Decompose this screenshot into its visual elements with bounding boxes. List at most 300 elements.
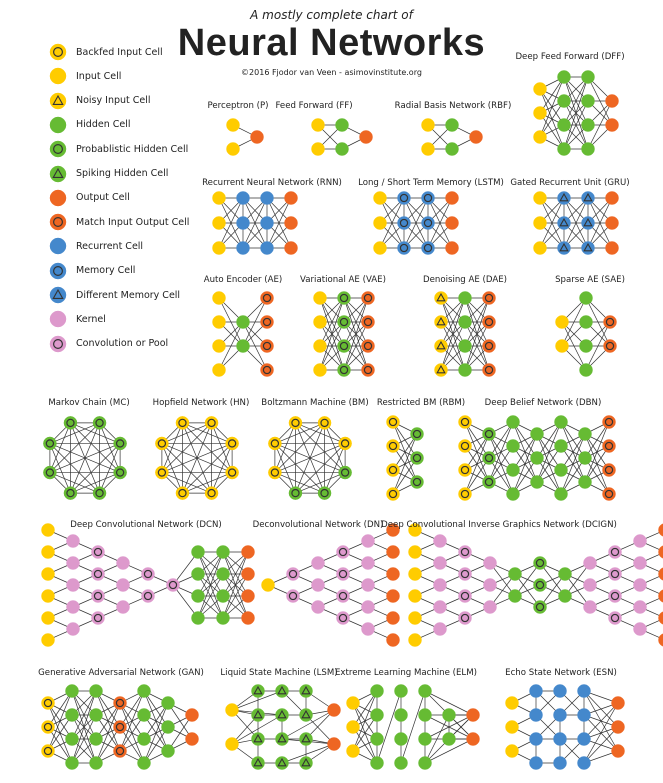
probabilistic-hidden-cell — [338, 364, 351, 377]
noisy-input-cell — [435, 316, 448, 329]
kernel-cell — [67, 579, 80, 592]
network-title-dcn: Deep Convolutional Network (DCN) — [70, 520, 222, 530]
hidden-cell — [582, 71, 595, 84]
network-title-rnn: Recurrent Neural Network (RNN) — [202, 178, 342, 188]
chart-credit: ©2016 Fjodor van Veen - asimovinstitute.org — [241, 68, 422, 77]
probabilistic-hidden-cell — [339, 466, 352, 479]
match-io-cell — [114, 697, 127, 710]
convolution-cell — [609, 590, 622, 603]
hidden-cell — [531, 476, 544, 489]
input-cell — [422, 119, 435, 132]
backfed-input-cell — [205, 487, 218, 500]
connection — [162, 423, 212, 473]
connection — [70, 423, 120, 473]
kernel-cell — [484, 601, 497, 614]
backfed-input-cell — [387, 440, 400, 453]
hidden-cell — [217, 568, 230, 581]
convolution-cell — [287, 568, 300, 581]
spiking-hidden-cell — [252, 685, 265, 698]
hidden-cell — [558, 95, 571, 108]
hidden-cell — [217, 590, 230, 603]
hidden-cell — [192, 590, 205, 603]
hidden-cell — [336, 119, 349, 132]
hidden-cell — [66, 733, 79, 746]
output-cell — [606, 95, 619, 108]
input-cell — [314, 340, 327, 353]
output-cell — [242, 612, 255, 625]
input-cell — [374, 217, 387, 230]
legend-label: Kernel — [76, 313, 106, 325]
spiking-hidden-cell — [276, 757, 289, 770]
recurrent-cell — [530, 685, 543, 698]
output-cell — [659, 546, 663, 559]
backfed-input-cell — [176, 416, 189, 429]
probabilistic-hidden-cell — [289, 487, 302, 500]
match-io-cell — [483, 292, 496, 305]
spiking-hidden-cell — [252, 709, 265, 722]
recurrent-cell — [261, 192, 274, 205]
hidden-cell — [582, 143, 595, 156]
input-cell — [213, 364, 226, 377]
output-cell — [606, 217, 619, 230]
memory-cell — [422, 242, 435, 255]
input-cell — [409, 590, 422, 603]
hidden-cell — [558, 143, 571, 156]
output-cell — [606, 119, 619, 132]
convolution-cell — [337, 590, 350, 603]
hidden-cell — [443, 709, 456, 722]
legend-label: Memory Cell — [76, 265, 136, 277]
input-cell — [42, 568, 55, 581]
match-io-cell — [483, 364, 496, 377]
kernel-cell — [634, 579, 647, 592]
match-io-cell — [603, 416, 616, 429]
probabilistic-hidden-cell — [93, 487, 106, 500]
hidden-cell — [531, 452, 544, 465]
match-io-cell — [362, 340, 375, 353]
network-title-gan: Generative Adversarial Network (GAN) — [38, 668, 204, 678]
kernel-cell — [634, 601, 647, 614]
backfed-input-cell — [459, 440, 472, 453]
input-cell — [534, 192, 547, 205]
kernel-cell — [484, 579, 497, 592]
hidden-cell — [580, 316, 593, 329]
convolution-cell — [459, 568, 472, 581]
output-cell — [242, 568, 255, 581]
input-cell — [314, 292, 327, 305]
kernel-cell — [312, 579, 325, 592]
output-cell — [659, 590, 663, 603]
hidden-cell — [446, 143, 459, 156]
output-cell — [446, 192, 459, 205]
network-title-hn: Hopfield Network (HN) — [152, 398, 250, 408]
network-title-dae: Denoising AE (DAE) — [422, 275, 508, 285]
input-cell — [506, 697, 519, 710]
backfed-input-cell — [42, 745, 55, 758]
connection — [70, 443, 120, 493]
probabilistic-hidden-cell — [338, 340, 351, 353]
input-cell — [534, 131, 547, 144]
connection — [377, 691, 401, 763]
kernel-cell — [634, 623, 647, 636]
hidden-cell — [162, 745, 175, 758]
output-cell — [467, 709, 480, 722]
legend-label: Probablistic Hidden Cell — [76, 143, 189, 155]
hidden-cell — [192, 612, 205, 625]
hidden-cell — [579, 476, 592, 489]
hidden-cell — [138, 709, 151, 722]
backfed-input-cell — [387, 464, 400, 477]
hidden-cell — [90, 685, 103, 698]
kernel-cell — [434, 579, 447, 592]
probabilistic-hidden-cell — [483, 428, 496, 441]
legend-label: Different Memory Cell — [76, 289, 181, 301]
input-cell — [213, 242, 226, 255]
legend-label: Backfed Input Cell — [76, 46, 163, 58]
hidden-cell — [419, 757, 432, 770]
probabilistic-hidden-cell — [483, 452, 496, 465]
output-cell — [659, 634, 663, 647]
hidden-cell — [582, 119, 595, 132]
legend-label: Noisy Input Cell — [76, 95, 151, 107]
input-cell — [409, 546, 422, 559]
recurrent-cell — [237, 192, 250, 205]
output-cell — [186, 709, 199, 722]
output-cell — [387, 590, 400, 603]
connection — [295, 443, 345, 493]
output-cell — [659, 612, 663, 625]
convolution-cell — [92, 612, 105, 625]
input-cell — [42, 546, 55, 559]
output-cell — [612, 745, 625, 758]
noisy-input-cell — [435, 364, 448, 377]
legend-label: Match Input Output Cell — [76, 216, 190, 228]
input-cell — [534, 107, 547, 120]
backfed-input-cell — [205, 416, 218, 429]
output-cell — [606, 192, 619, 205]
match-io-cell — [362, 316, 375, 329]
match-io-cell — [603, 488, 616, 501]
match-io-cell — [362, 292, 375, 305]
kernel-cell — [484, 557, 497, 570]
network-title-elm: Extreme Learning Machine (ELM) — [335, 668, 477, 678]
input-cell — [213, 217, 226, 230]
hidden-cell — [555, 440, 568, 453]
kernel-cell — [634, 535, 647, 548]
convolution-cell — [142, 568, 155, 581]
connection — [182, 443, 232, 493]
convolution-cell — [337, 546, 350, 559]
backfed-input-cell — [42, 697, 55, 710]
spiking-hidden-cell — [252, 733, 265, 746]
hidden-cell — [90, 757, 103, 770]
hidden-cell — [371, 685, 384, 698]
output-cell — [360, 131, 373, 144]
kernel-cell — [584, 579, 597, 592]
hidden-cell — [507, 464, 520, 477]
input-cell — [213, 340, 226, 353]
output-cell — [285, 192, 298, 205]
match-io-cell — [261, 316, 274, 329]
output-cell — [186, 733, 199, 746]
spiking-hidden-cell — [300, 685, 313, 698]
recurrent-cell — [530, 757, 543, 770]
kernel-cell — [434, 623, 447, 636]
recurrent-cell — [554, 733, 567, 746]
kernel-cell — [362, 623, 375, 636]
probabilistic-hidden-cell — [411, 452, 424, 465]
kernel-cell — [312, 557, 325, 570]
network-title-dcign: Deep Convolutional Inverse Graphics Network (DCIGN) — [381, 520, 617, 530]
kernel-cell — [312, 601, 325, 614]
input-cell — [556, 340, 569, 353]
input-cell — [534, 242, 547, 255]
input-cell — [422, 143, 435, 156]
spiking-hidden-cell — [300, 709, 313, 722]
backfed-input-cell — [268, 466, 281, 479]
probabilistic-hidden-cell — [43, 437, 56, 450]
legend-label: Input Cell — [76, 70, 122, 82]
input-cell — [409, 568, 422, 581]
connection — [50, 443, 100, 493]
hidden-cell — [371, 709, 384, 722]
convolution-cell — [337, 612, 350, 625]
probabilistic-hidden-cell — [411, 476, 424, 489]
hidden-cell — [507, 440, 520, 453]
input-cell — [534, 217, 547, 230]
convolution-cell — [92, 590, 105, 603]
convolution-cell — [609, 546, 622, 559]
convolution-cell — [459, 590, 472, 603]
hidden-cell — [558, 71, 571, 84]
convolution-cell — [92, 546, 105, 559]
recurrent-cell — [554, 709, 567, 722]
probabilistic-hidden-cell — [338, 316, 351, 329]
probabilistic-hidden-cell — [318, 487, 331, 500]
input-cell — [262, 579, 275, 592]
backfed-input-cell — [289, 416, 302, 429]
output-cell — [387, 546, 400, 559]
output-cell — [387, 568, 400, 581]
match-io-cell — [604, 340, 617, 353]
input-cell — [374, 192, 387, 205]
legend-label: Recurrent Cell — [76, 240, 144, 252]
memory-cell — [422, 217, 435, 230]
probabilistic-hidden-cell — [43, 466, 56, 479]
probabilistic-hidden-cell — [483, 476, 496, 489]
input-cell — [347, 697, 360, 710]
kernel-cell — [362, 579, 375, 592]
kernel-cell — [434, 601, 447, 614]
backfed-input-cell — [42, 721, 55, 734]
input-cell — [314, 316, 327, 329]
input-cell — [213, 292, 226, 305]
backfed-input-cell — [339, 437, 352, 450]
network-title-dn: Deconvolutional Network (DN) — [252, 520, 384, 530]
kernel-cell — [584, 601, 597, 614]
different-memory-cell — [558, 192, 571, 205]
hidden-cell — [336, 143, 349, 156]
probabilistic-hidden-cell — [411, 428, 424, 441]
connection — [295, 423, 345, 473]
hidden-cell — [580, 292, 593, 305]
kernel-cell — [117, 579, 130, 592]
network-title-vae: Variational AE (VAE) — [300, 275, 386, 285]
output-cell — [285, 242, 298, 255]
hidden-cell — [459, 340, 472, 353]
backfed-input-cell — [459, 488, 472, 501]
recurrent-cell — [261, 242, 274, 255]
probabilistic-hidden-cell — [114, 437, 127, 450]
convolution-cell — [287, 590, 300, 603]
hidden-cell — [579, 428, 592, 441]
hidden-cell — [138, 733, 151, 746]
hidden-cell — [555, 488, 568, 501]
match-io-cell — [114, 721, 127, 734]
connection — [162, 443, 212, 493]
backfed-input-cell — [176, 487, 189, 500]
match-io-cell — [261, 364, 274, 377]
backfed-input-cell — [226, 466, 239, 479]
spiking-hidden-cell — [300, 733, 313, 746]
hidden-cell — [509, 568, 522, 581]
hidden-cell — [558, 119, 571, 132]
recurrent-cell — [554, 685, 567, 698]
recurrent-cell — [530, 733, 543, 746]
output-cell — [387, 634, 400, 647]
backfed-input-cell — [387, 488, 400, 501]
input-cell — [534, 83, 547, 96]
output-cell — [328, 704, 341, 717]
kernel-cell — [362, 557, 375, 570]
kernel-cell — [67, 557, 80, 570]
connection — [50, 423, 100, 473]
hidden-cell — [138, 757, 151, 770]
backfed-input-cell — [387, 416, 400, 429]
network-title-lsm: Liquid State Machine (LSM) — [220, 668, 338, 678]
input-cell — [213, 316, 226, 329]
hidden-cell — [443, 733, 456, 746]
recurrent-cell — [237, 242, 250, 255]
output-cell — [285, 217, 298, 230]
recurrent-cell — [578, 685, 591, 698]
hidden-cell — [217, 612, 230, 625]
legend-label: Hidden Cell — [76, 119, 131, 131]
kernel-cell — [117, 557, 130, 570]
different-memory-cell — [582, 192, 595, 205]
hidden-cell — [531, 428, 544, 441]
convolution-cell — [609, 612, 622, 625]
network-title-ae: Auto Encoder (AE) — [203, 275, 283, 285]
network-title-ff: Feed Forward (FF) — [275, 101, 353, 111]
convolution-cell — [92, 568, 105, 581]
input-cell — [312, 119, 325, 132]
convolution-cell — [142, 590, 155, 603]
spiking-hidden-cell — [300, 757, 313, 770]
kernel-cell — [434, 557, 447, 570]
output-cell — [328, 738, 341, 751]
spiking-hidden-cell — [276, 685, 289, 698]
probabilistic-hidden-cell — [93, 416, 106, 429]
recurrent-cell — [578, 709, 591, 722]
convolution-cell — [459, 612, 472, 625]
input-cell — [556, 316, 569, 329]
output-cell — [467, 733, 480, 746]
hidden-cell — [395, 709, 408, 722]
kernel-cell — [362, 601, 375, 614]
network-title-gru: Gated Recurrent Unit (GRU) — [510, 178, 630, 188]
hidden-cell — [509, 590, 522, 603]
hidden-cell — [90, 709, 103, 722]
convolution-cell — [609, 568, 622, 581]
kernel-cell — [434, 535, 447, 548]
memory-cell — [398, 192, 411, 205]
input-cell — [409, 634, 422, 647]
recurrent-cell — [237, 217, 250, 230]
recurrent-cell — [530, 709, 543, 722]
probabilistic-hidden-cell — [534, 557, 547, 570]
connection — [275, 423, 325, 473]
hidden-cell — [162, 697, 175, 710]
different-memory-cell — [558, 242, 571, 255]
backfed-input-cell — [268, 437, 281, 450]
hidden-cell — [192, 568, 205, 581]
noisy-input-cell — [435, 292, 448, 305]
input-cell — [42, 524, 55, 537]
hidden-cell — [66, 709, 79, 722]
hidden-cell — [395, 685, 408, 698]
network-title-p: Perceptron (P) — [207, 101, 269, 111]
match-io-cell — [483, 316, 496, 329]
kernel-cell — [67, 535, 80, 548]
hidden-cell — [580, 340, 593, 353]
hidden-cell — [237, 340, 250, 353]
hidden-cell — [419, 685, 432, 698]
match-io-cell — [483, 340, 496, 353]
backfed-input-cell — [459, 464, 472, 477]
different-memory-cell — [558, 217, 571, 230]
probabilistic-hidden-cell — [534, 601, 547, 614]
network-title-rbf: Radial Basis Network (RBF) — [394, 101, 512, 111]
input-cell — [347, 721, 360, 734]
convolution-cell — [459, 546, 472, 559]
probabilistic-hidden-cell — [64, 487, 77, 500]
probabilistic-hidden-cell — [114, 466, 127, 479]
backfed-input-cell — [318, 416, 331, 429]
output-cell — [470, 131, 483, 144]
convolution-cell — [167, 579, 180, 592]
input-cell — [42, 634, 55, 647]
kernel-cell — [362, 535, 375, 548]
cells — [42, 71, 663, 770]
hidden-cell — [237, 316, 250, 329]
input-cell — [42, 612, 55, 625]
hidden-cell — [580, 364, 593, 377]
match-io-cell — [603, 464, 616, 477]
match-io-cell — [261, 292, 274, 305]
network-title-dff: Deep Feed Forward (DFF) — [515, 52, 625, 62]
output-cell — [612, 721, 625, 734]
spiking-hidden-cell — [252, 757, 265, 770]
network-title-rbm: Restricted BM (RBM) — [376, 398, 466, 408]
hidden-cell — [90, 733, 103, 746]
legend-label: Convolution or Pool — [76, 338, 169, 350]
network-title-mc: Markov Chain (MC) — [48, 398, 130, 408]
legend-label: Output Cell — [76, 192, 130, 204]
input-cell — [409, 612, 422, 625]
input-cell — [226, 704, 239, 717]
recurrent-cell — [578, 757, 591, 770]
